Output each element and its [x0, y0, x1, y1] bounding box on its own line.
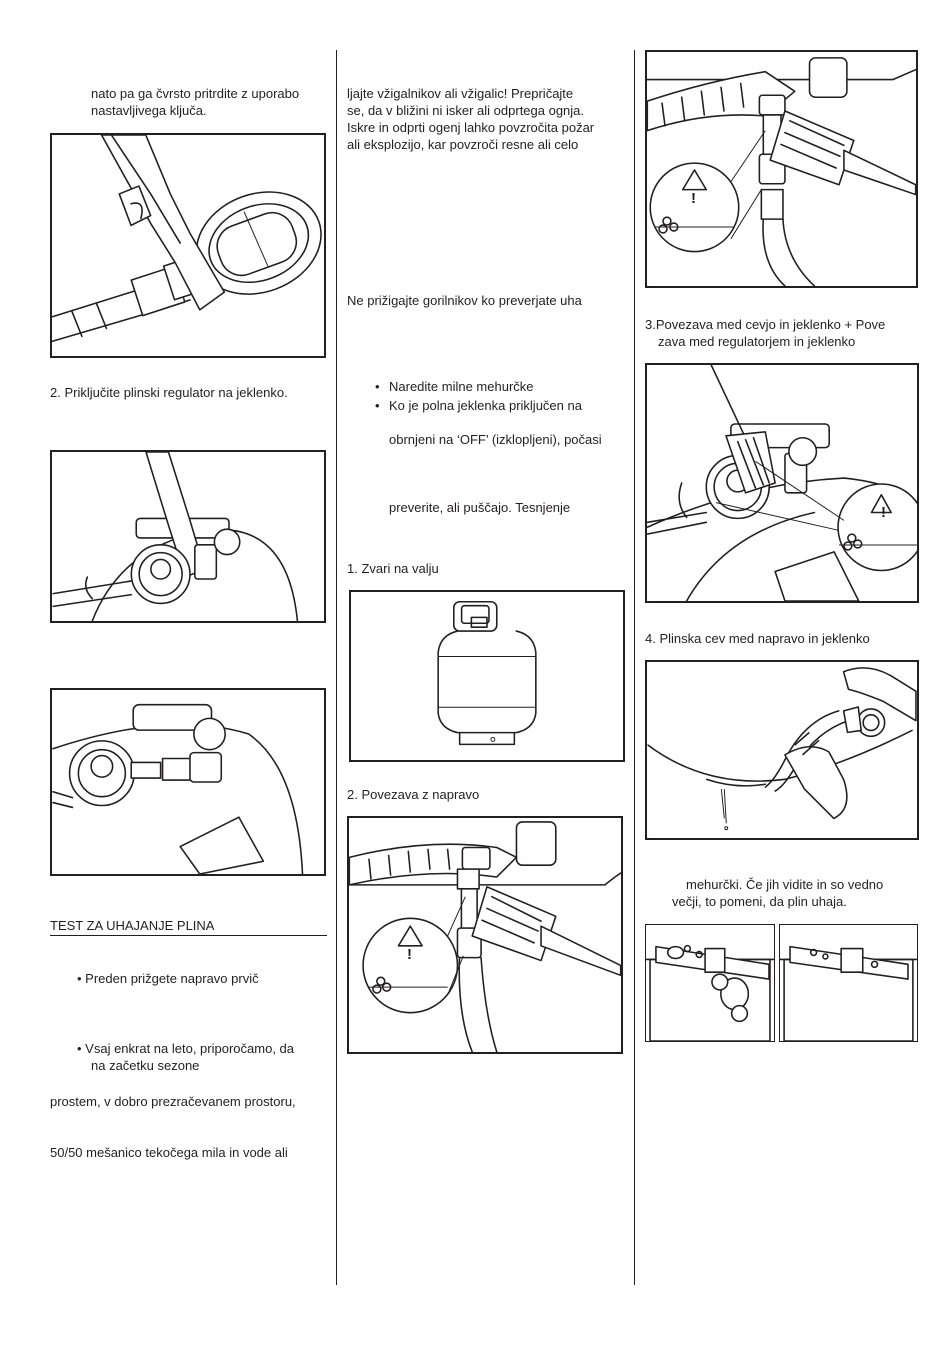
- bullet-full-cylinder: Ko je polna jeklenka priključen na: [389, 398, 582, 413]
- bullet-yearly-line-2: na začetku sezone: [91, 1058, 200, 1073]
- intro-line-2: nastavljivega ključa.: [91, 103, 207, 118]
- regulator-on-cylinder-illustration: [52, 690, 324, 874]
- regulator-on-cylinder-illustration: [52, 452, 324, 621]
- bubbles-figure-right: [779, 924, 918, 1042]
- warning-triangle-icon: !: [881, 504, 886, 521]
- no-light-note: Ne prižigajte gorilnikov ko preverjate uha: [347, 293, 582, 308]
- warning-line-1: ljajte vžigalnikov ali vžigalic! Prepričajte: [347, 86, 574, 101]
- brush-leak-test-illustration: [349, 818, 621, 1052]
- column-divider-right: [634, 50, 635, 1285]
- wrench-tightening-figure: [50, 133, 326, 358]
- bubbles-line-1: mehurčki. Če jih vidite in so vedno: [686, 877, 884, 892]
- bubbles-icon: [780, 925, 917, 1041]
- item-1-label: 1. Zvari na valju: [347, 561, 439, 576]
- warning-triangle-icon: !: [407, 946, 412, 963]
- bullet-soap-bubbles: Naredite milne mehurčke: [389, 379, 534, 394]
- regulator-brush-figure: [645, 363, 919, 603]
- regulator-valve-figure: [50, 688, 326, 876]
- bubbles-icon: [646, 925, 774, 1041]
- item-2-label: 2. Povezava z napravo: [347, 787, 480, 802]
- line-check-leaks: preverite, ali puščajo. Tesnjenje: [389, 500, 571, 515]
- heading-underline: [50, 935, 327, 936]
- leak-test-heading: TEST ZA UHAJANJE PLINA: [50, 918, 215, 933]
- bubbles-figure-left: [645, 924, 775, 1042]
- brush-leak-test-illustration: [647, 52, 916, 286]
- regulator-wrench-figure: [50, 450, 326, 623]
- item-3-line-1: 3.Povezava med cevjo in jeklenko + Pove: [645, 317, 886, 332]
- brush-hose-cylinder-figure: [645, 50, 918, 288]
- intro-line-1: nato pa ga čvrsto pritrdite z uporabo: [91, 86, 300, 101]
- brush-leak-test-illustration: [647, 662, 917, 838]
- column-divider-left: [336, 50, 337, 1285]
- para-soap-mix: 50/50 mešanico tekočega mila in vode ali: [50, 1145, 288, 1160]
- bubbles-line-2: večji, to pomeni, da plin uhaja.: [672, 894, 847, 909]
- item-4-label: 4. Plinska cev med napravo in jeklenko: [645, 631, 870, 646]
- bullet-first-use: • Preden prižgete napravo prvič: [77, 971, 259, 986]
- warning-line-4: ali eksplozijo, kar povzroči resne ali celo: [347, 137, 579, 152]
- gas-cylinder-illustration: [351, 592, 623, 760]
- para-ventilated: prostem, v dobro prezračevanem prostoru,: [50, 1094, 296, 1109]
- cylinder-welds-figure: [349, 590, 625, 762]
- item-3-line-2: zava med regulatorjem in jeklenko: [658, 334, 856, 349]
- bullet-yearly-line-1: • Vsaj enkrat na leto, priporočamo, da: [77, 1041, 295, 1056]
- step-2-label: 2. Priključite plinski regulator na jeklenko.: [50, 385, 288, 400]
- warning-triangle-icon: !: [691, 190, 696, 207]
- hose-hands-figure: [645, 660, 919, 840]
- bullet-glyph-b: •: [375, 398, 380, 413]
- appliance-connection-figure: [347, 816, 623, 1054]
- adjustable-wrench-illustration: [52, 135, 324, 356]
- warning-line-2: se, da v bližini ni isker ali odprtega ognja.: [347, 103, 585, 118]
- line-turned-off: obrnjeni na ‘OFF’ (izklopljeni), počasi: [389, 432, 602, 447]
- brush-leak-test-illustration: [647, 365, 917, 601]
- bullet-glyph-a: •: [375, 379, 380, 394]
- warning-line-3: Iskre in odprti ogenj lahko povzročita požar: [347, 120, 595, 135]
